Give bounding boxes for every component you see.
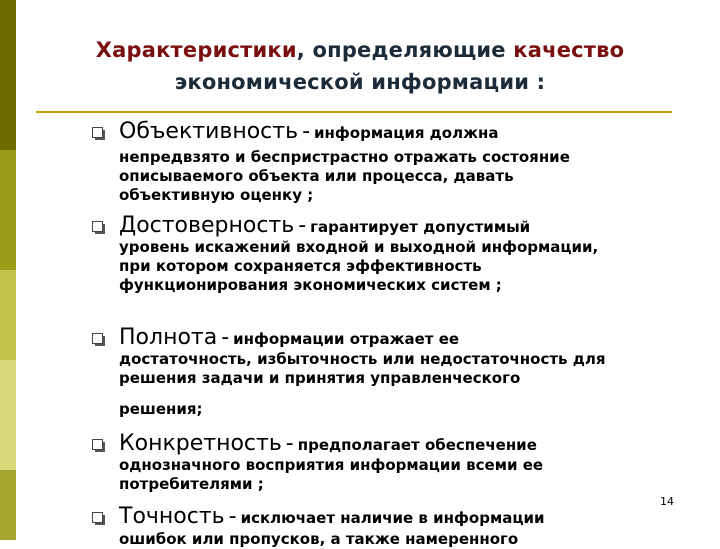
- item-lead: предполагает обеспечение: [297, 436, 537, 454]
- title-word-3: качество: [513, 38, 625, 62]
- item-heading: [119, 503, 544, 532]
- sidebar-decoration: [0, 0, 16, 540]
- square-bullet-icon: [92, 221, 103, 232]
- item-dash: -: [298, 213, 307, 238]
- title-divider: [36, 111, 672, 113]
- item-definition: однозначного восприятия информации всеми ее потребителями ;: [119, 456, 544, 493]
- item-heading: [119, 212, 530, 241]
- item-term: Точность: [119, 504, 225, 529]
- item-term: Объективность: [119, 119, 299, 144]
- sidebar-segment: [0, 360, 16, 470]
- item-definition-tail: решения;: [119, 400, 203, 418]
- item-definition: ошибок или пропусков, а также намеренного: [119, 530, 519, 548]
- item-lead: исключает наличие в информации: [240, 509, 545, 527]
- item-term: Полнота: [119, 325, 218, 350]
- title-word-2: , определяющие: [296, 38, 514, 62]
- square-bullet-icon: [92, 512, 103, 523]
- sidebar-segment: [0, 270, 16, 360]
- item-lead: информации отражает ее: [233, 330, 460, 348]
- item-definition: уровень искажений входной и выходной информации, при котором сохраняется эффективность функционирования экономических систем ;: [119, 238, 599, 294]
- item-definition: непредвзято и беспристрастно отражать состояние описываемого объекта или процесса, давать объективную оценку ;: [119, 148, 570, 204]
- sidebar-segment: [0, 0, 16, 150]
- item-term: Достоверность: [119, 213, 295, 238]
- item-term: Конкретность: [119, 431, 282, 456]
- item-lead: гарантирует допустимый: [310, 218, 531, 236]
- page-number: 14: [660, 495, 674, 508]
- title-word-1: Характеристики: [95, 38, 297, 62]
- item-heading: [119, 324, 459, 353]
- item-lead: информация должна: [314, 124, 499, 142]
- square-bullet-icon: [92, 333, 103, 344]
- title-line-1: [40, 34, 680, 66]
- item-heading: [119, 118, 499, 147]
- item-dash: -: [228, 504, 237, 529]
- item-dash: -: [302, 119, 311, 144]
- item-dash: -: [221, 325, 230, 350]
- slide-title: [40, 34, 680, 98]
- square-bullet-icon: [92, 439, 103, 450]
- square-bullet-icon: [92, 127, 103, 138]
- sidebar-segment: [0, 470, 16, 540]
- sidebar-segment: [0, 150, 16, 270]
- title-line-2: экономической информации :: [174, 70, 546, 94]
- item-heading: [119, 430, 537, 459]
- item-definition: достаточность, избыточность или недостаточность для решения задачи и принятия управленческого: [119, 350, 606, 387]
- item-dash: -: [285, 431, 294, 456]
